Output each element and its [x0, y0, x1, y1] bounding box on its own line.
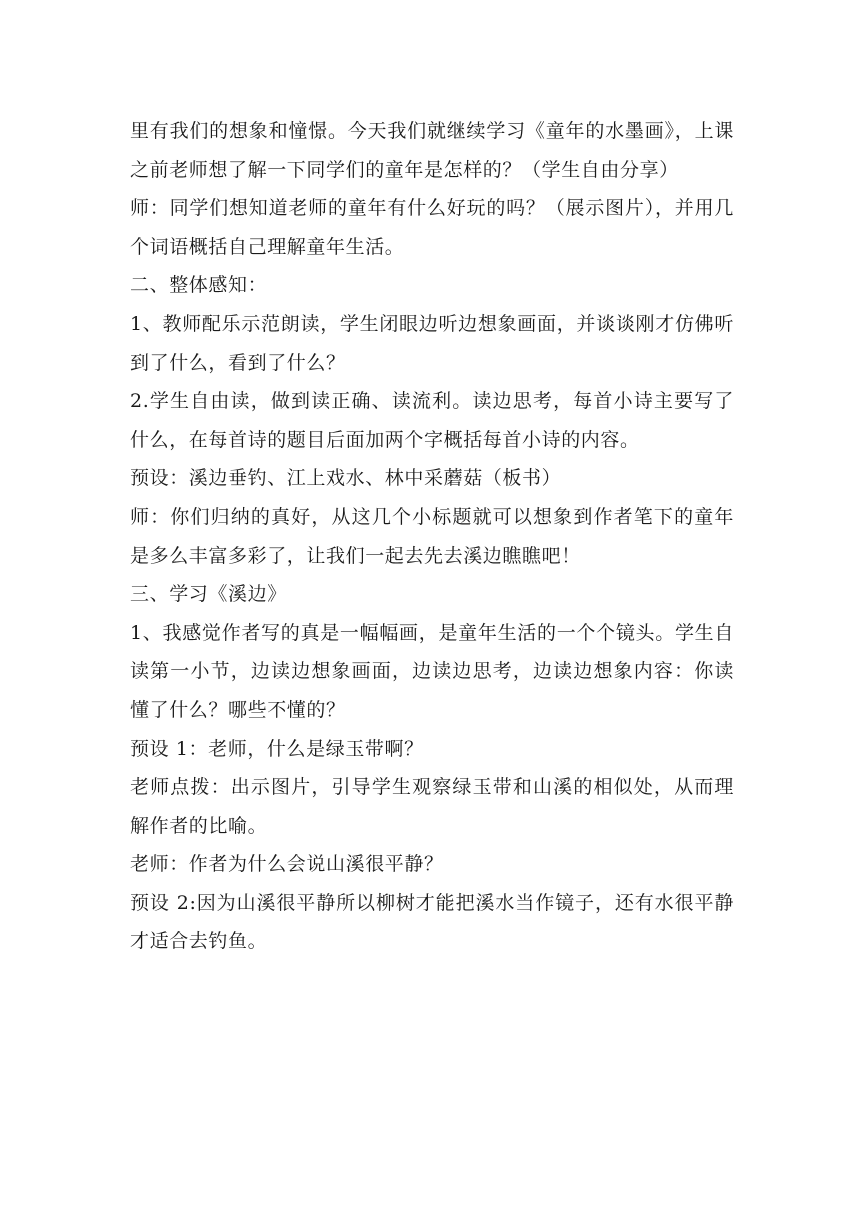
paragraph-teacher-summary: 师：你们归纳的真好，从这几个小标题就可以想象到作者笔下的童年是多么丰富多彩了，让我们一起去先去溪边瞧瞧吧！	[130, 505, 734, 567]
paragraph-continuation: 里有我们的想象和憧憬。今天我们就继续学习《童年的水墨画》，上课之前老师想了解一下同学们的童年是怎样的？（学生自由分享）	[130, 120, 734, 181]
paragraph-preset-2: 预设 2:因为山溪很平静所以柳树才能把溪水当作镜子，还有水很平静才适合去钓鱼。	[130, 891, 734, 953]
section-heading-overall-perception: 二、整体感知：	[130, 274, 268, 297]
paragraph-model-reading: 1、教师配乐示范朗读，学生闭眼边听边想象画面，并谈谈刚才仿佛听到了什么，看到了什么？	[130, 312, 734, 374]
paragraph-preset-1: 预设 1：老师，什么是绿玉带啊？	[130, 737, 424, 760]
paragraph-free-reading: 2.学生自由读，做到读正确、读流利。读边思考，每首小诗主要写了什么，在每首诗的题目后面加两个字概括每首小诗的内容。	[130, 390, 734, 451]
paragraph-preset-titles: 预设：溪边垂钓、江上戏水、林中采蘑菇（板书）	[130, 467, 562, 490]
paragraph-teacher-question: 老师：作者为什么会说山溪很平静？	[130, 853, 444, 876]
paragraph-teacher-guidance: 老师点拨：出示图片，引导学生观察绿玉带和山溪的相似处，从而理解作者的比喻。	[130, 776, 734, 837]
paragraph-teacher-childhood: 师：同学们想知道老师的童年有什么好玩的吗？（展示图片），并用几个词语概括自己理解童年生活。	[130, 197, 734, 258]
paragraph-self-reading: 1、我感觉作者写的真是一幅幅画，是童年生活的一个个镜头。学生自读第一小节，边读边想象画面，边读边思考，边读边想象内容：你读懂了什么？哪些不懂的？	[130, 621, 734, 721]
document-page	[130, 112, 734, 961]
section-heading-study-xibian: 三、学习《溪边》	[130, 583, 287, 606]
